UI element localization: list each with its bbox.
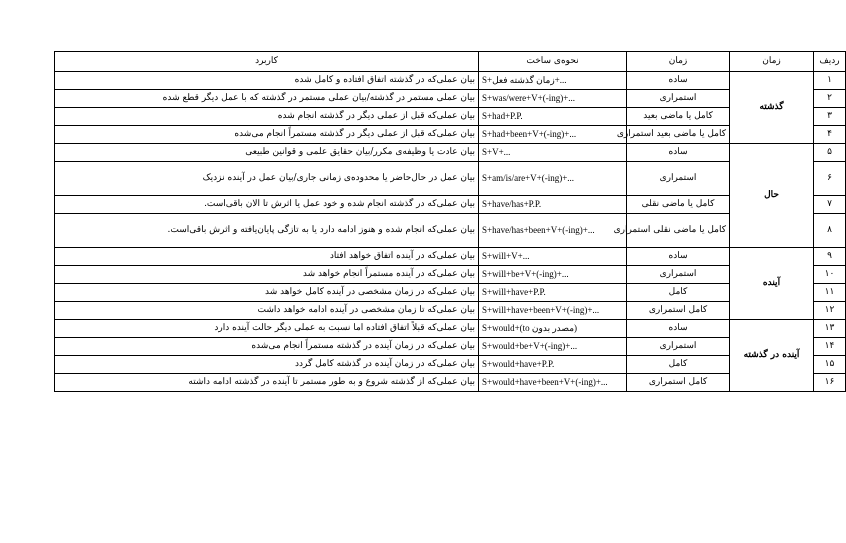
table-row (55, 302, 846, 320)
table-row (55, 284, 846, 302)
tense-cell: استمراری (627, 162, 730, 196)
header-usage: کاربرد (55, 52, 479, 72)
usage-cell: بیان عملی‌که از گذشته شروع و به طور مستمر تا آینده در گذشته ادامه داشته (55, 374, 479, 392)
row-number: ۱۶ (814, 374, 846, 392)
row-number: ۸ (814, 214, 846, 248)
row-number: ۱۴ (814, 338, 846, 356)
usage-cell: بیان عملی‌که قبلاً اتفاق افتاده اما نسبت به عملی دیگر حالت آینده دارد (55, 320, 479, 338)
tense-cell: کامل یا ماضی نقلی استمراری (627, 214, 730, 248)
usage-cell: بیان عملی‌که در آینده مستمراً انجام خواهد شد (55, 266, 479, 284)
structure-cell: S+am/is/are+V+(-ing)+... (479, 162, 627, 196)
structure-cell: S+will+have+P.P. (479, 284, 627, 302)
header-row-number: ردیف (814, 52, 846, 72)
header-tense-group: زمان (730, 52, 814, 72)
table-row (55, 266, 846, 284)
usage-cell: بیان عملی‌که قبل از عملی دیگر در گذشته انجام شده (55, 108, 479, 126)
table-row (55, 162, 846, 196)
table-row (55, 374, 846, 392)
row-number: ۳ (814, 108, 846, 126)
structure-cell: S+have/has+P.P. (479, 196, 627, 214)
row-number: ۲ (814, 90, 846, 108)
usage-cell: بیان عملی‌که انجام شده و هنوز ادامه دارد یا به تازگی پایان‌یافته و اثرش باقی‌است. (55, 214, 479, 248)
usage-cell: بیان عملی مستمر در گذشته/بیان عملی مستمر در گذشته که با عمل دیگر قطع شده (55, 90, 479, 108)
table-row (55, 108, 846, 126)
table-row (55, 214, 846, 248)
structure-cell: S+زمان گذشته فعل+... (479, 72, 627, 90)
usage-cell: بیان عملی‌که در گذشته انجام شده و خود عمل یا اثرش تا الان باقی‌است. (55, 196, 479, 214)
tense-cell: ساده (627, 72, 730, 90)
usage-cell: بیان عملی‌که تا زمان مشخصی در آینده ادامه خواهد داشت (55, 302, 479, 320)
row-number: ۱۱ (814, 284, 846, 302)
tense-cell: کامل یا ماضی بعید (627, 108, 730, 126)
row-number: ۶ (814, 162, 846, 196)
tense-cell: کامل یا ماضی بعید استمراری (627, 126, 730, 144)
row-number: ۵ (814, 144, 846, 162)
tense-cell: کامل یا ماضی نقلی (627, 196, 730, 214)
tense-group-future-in-past: آینده در گذشته (730, 320, 814, 392)
structure-cell: S+have/has+been+V+(-ing)+... (479, 214, 627, 248)
tense-cell: کامل (627, 284, 730, 302)
usage-cell: بیان عملی‌که قبل از عملی دیگر در گذشته مستمراً انجام می‌شده (55, 126, 479, 144)
row-number: ۱۲ (814, 302, 846, 320)
table-row (55, 356, 846, 374)
structure-cell: S+V+... (479, 144, 627, 162)
row-number: ۱ (814, 72, 846, 90)
structure-cell: S+will+be+V+(-ing)+... (479, 266, 627, 284)
row-number: ۱۰ (814, 266, 846, 284)
tense-cell: کامل استمراری (627, 302, 730, 320)
tense-group-past: گذشته (730, 72, 814, 144)
tense-cell: ساده (627, 320, 730, 338)
usage-cell: بیان عملی‌که در آینده اتفاق خواهد افتاد (55, 248, 479, 266)
row-number: ۱۵ (814, 356, 846, 374)
tense-cell: ساده (627, 248, 730, 266)
tense-cell: استمراری (627, 90, 730, 108)
row-number: ۹ (814, 248, 846, 266)
tense-cell: استمراری (627, 266, 730, 284)
table-row (55, 126, 846, 144)
tense-group-future: آینده (730, 248, 814, 320)
usage-cell: بیان عملی‌که در زمان آینده در گذشته کامل گردد (55, 356, 479, 374)
usage-cell: بیان عملی‌که در گذشته اتفاق افتاده و کامل شده (55, 72, 479, 90)
row-number: ۱۳ (814, 320, 846, 338)
table-row (55, 320, 846, 338)
structure-cell: S+would+have+been+V+(-ing)+... (479, 374, 627, 392)
tense-cell: ساده (627, 144, 730, 162)
tense-group-present: حال (730, 144, 814, 248)
structure-cell: S+had+been+V+(-ing)+... (479, 126, 627, 144)
header-structure: نحوه‌ی ساخت (479, 52, 627, 72)
tense-cell: کامل استمراری (627, 374, 730, 392)
structure-cell: S+would+(to مصدر بدون) (479, 320, 627, 338)
row-number: ۴ (814, 126, 846, 144)
table-row (55, 144, 846, 162)
usage-cell: بیان عمل در حال‌حاضر یا محدوده‌ی زمانی جاری/بیان عمل در آینده نزدیک (55, 162, 479, 196)
structure-cell: S+would+be+V+(-ing)+... (479, 338, 627, 356)
tense-cell: استمراری (627, 338, 730, 356)
usage-cell: بیان عملی‌که در زمان مشخصی در آینده کامل خواهد شد (55, 284, 479, 302)
header-row (55, 52, 846, 72)
structure-cell: S+will+have+been+V+(-ing)+... (479, 302, 627, 320)
structure-cell: S+would+have+P.P. (479, 356, 627, 374)
table-row (55, 196, 846, 214)
structure-cell: S+will+V+... (479, 248, 627, 266)
table-row (55, 248, 846, 266)
tense-cell: کامل (627, 356, 730, 374)
usage-cell: بیان عادت یا وظیفه‌ی مکرر/بیان حقایق علمی و قوانین طبیعی (55, 144, 479, 162)
usage-cell: بیان عملی‌که در زمان آینده در گذشته مستمراً انجام می‌شده (55, 338, 479, 356)
table-row (55, 90, 846, 108)
row-number: ۷ (814, 196, 846, 214)
structure-cell: S+had+P.P. (479, 108, 627, 126)
structure-cell: S+was/were+V+(-ing)+... (479, 90, 627, 108)
header-tense: زمان (627, 52, 730, 72)
tenses-table (54, 51, 846, 392)
table-row (55, 72, 846, 90)
table-row (55, 338, 846, 356)
